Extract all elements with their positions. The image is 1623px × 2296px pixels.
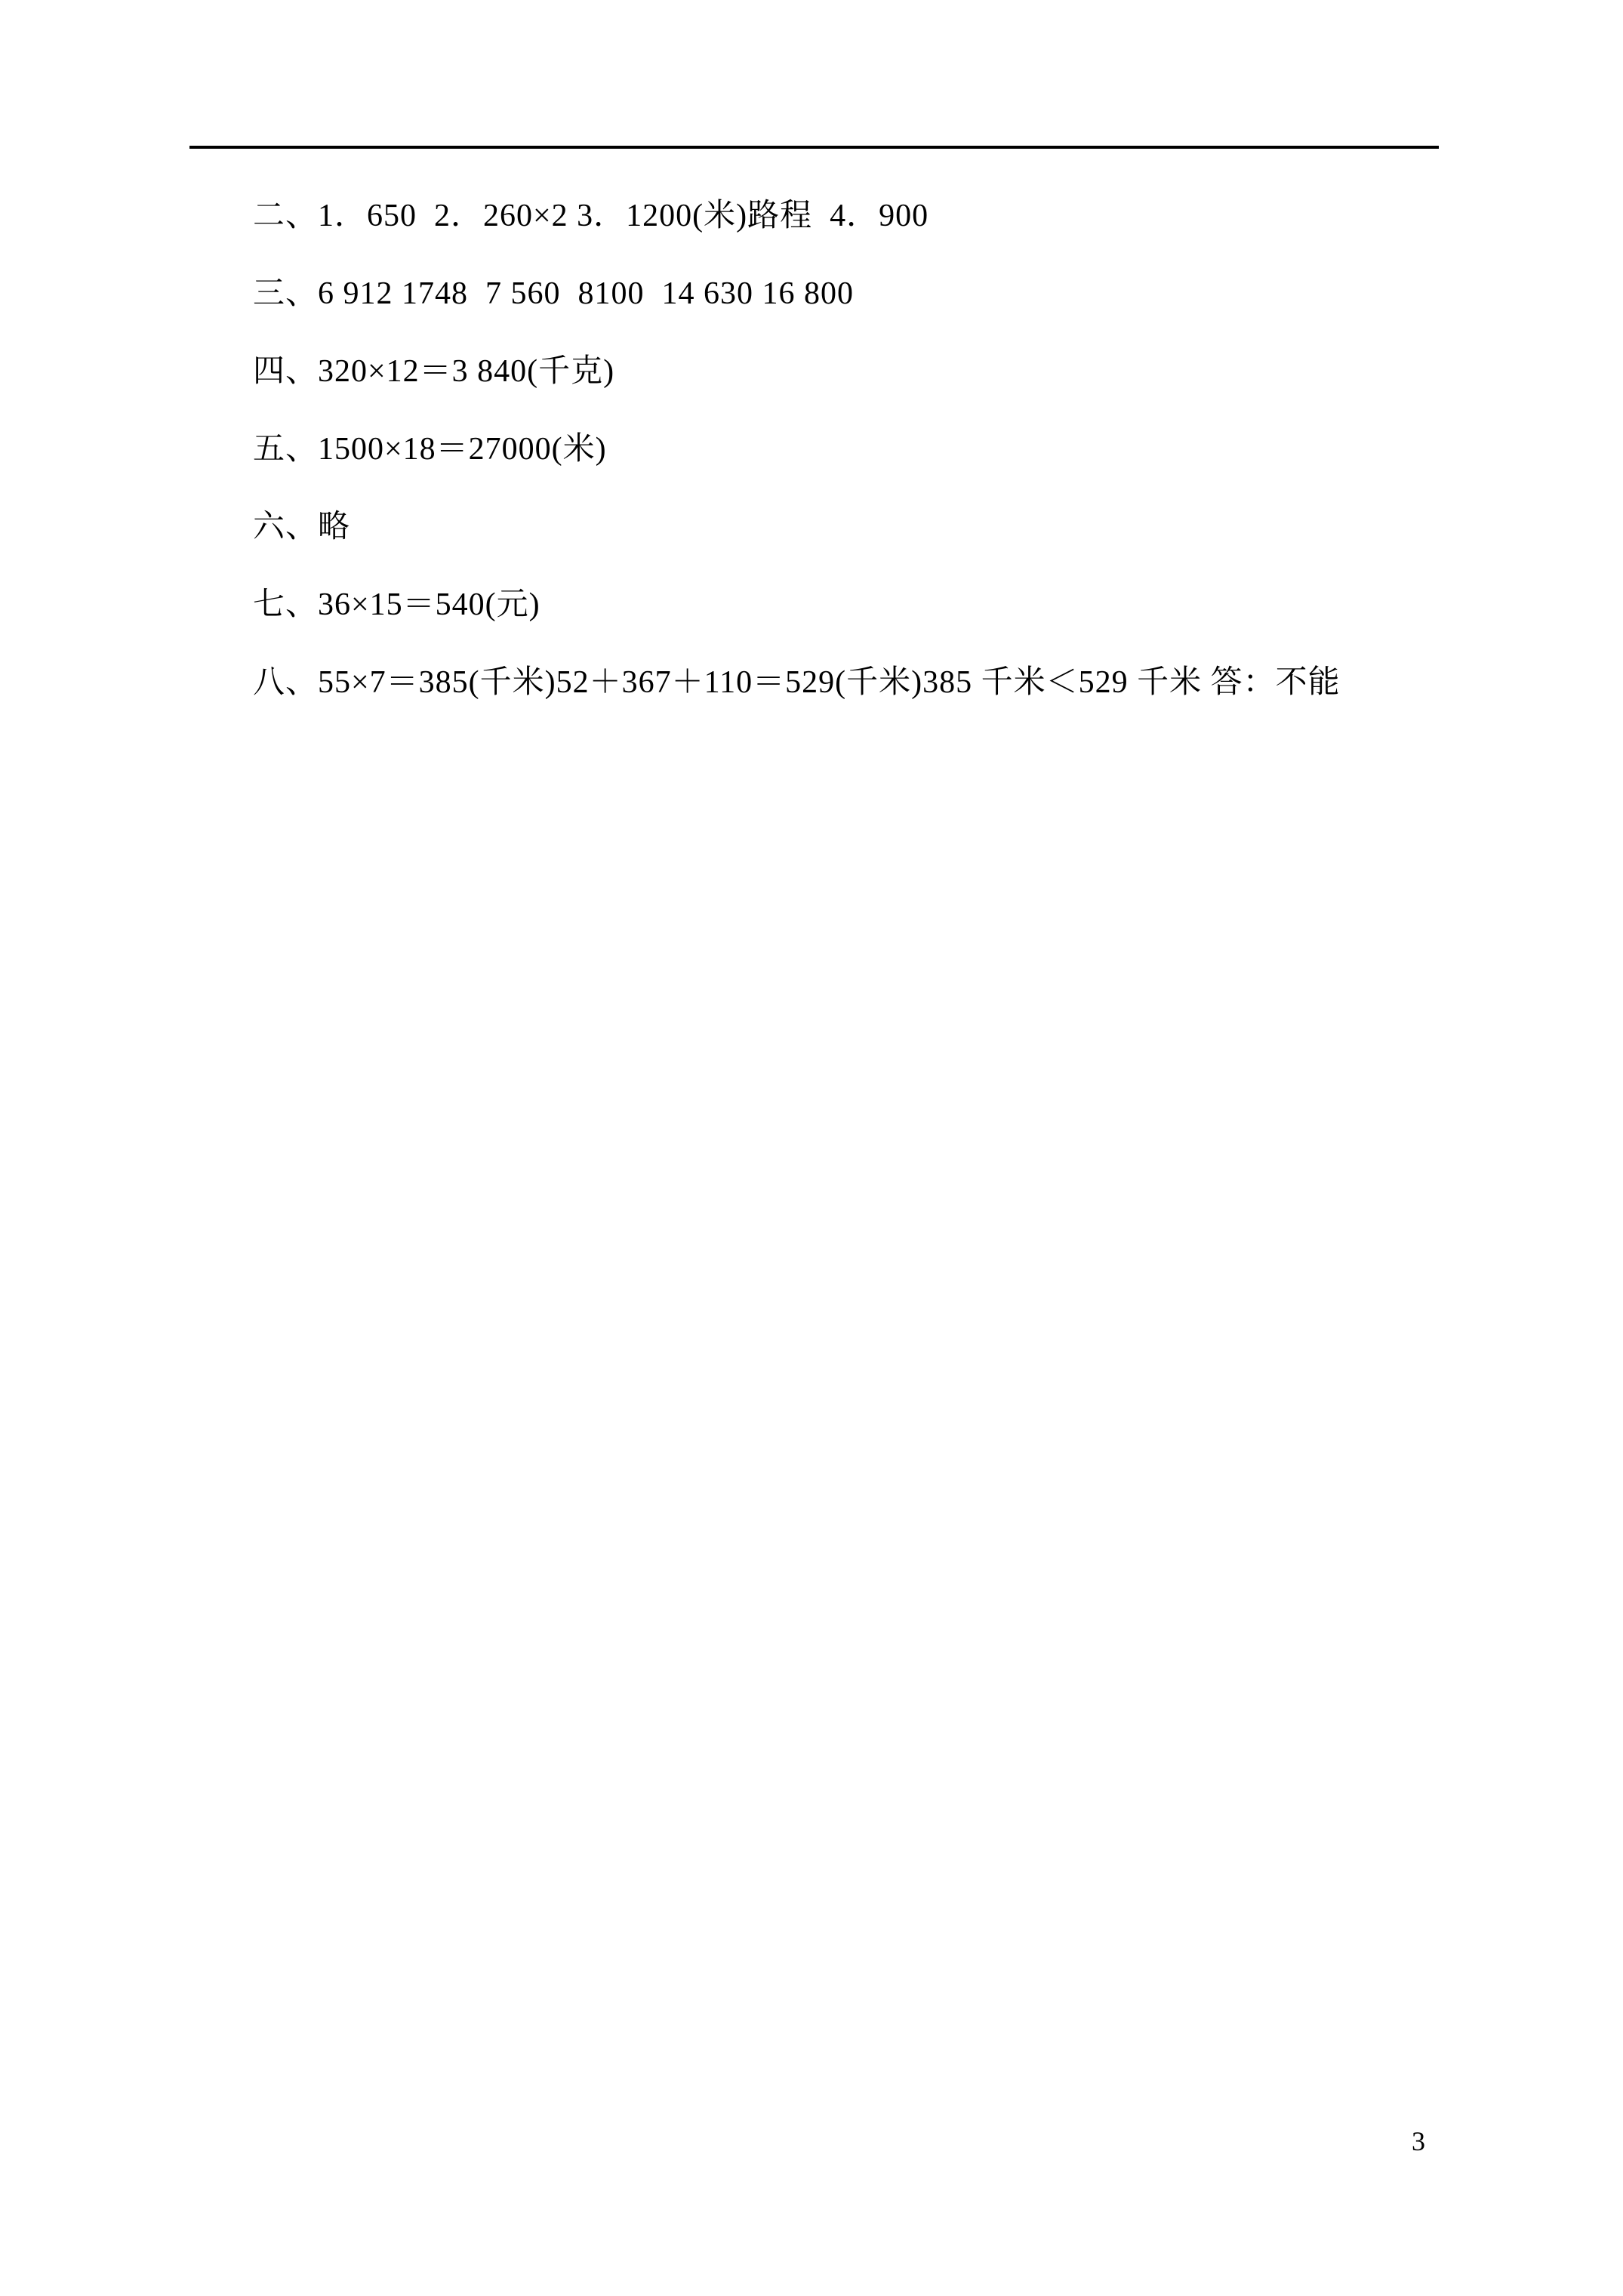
page-number: 3 xyxy=(1412,2126,1425,2156)
answer-line-section-4: 四、320×12＝3 840(千克) xyxy=(253,354,615,389)
answer-line-section-8: 八、55×7＝385(千米)52＋367＋110＝529(千米)385 千米＜529 千米 答：不能 xyxy=(253,665,1341,700)
answer-line-section-3: 三、6 912 1748 7 560 8100 14 630 16 800 xyxy=(253,276,855,311)
answer-line-section-2: 二、1．650 2．260×2 3．1200(米)路程 4．900 xyxy=(253,199,929,233)
answer-key-section xyxy=(253,200,1502,744)
header-rule-divider xyxy=(189,146,1439,149)
answer-line-section-6: 六、略 xyxy=(253,510,351,544)
answer-line-section-5: 五、1500×18＝27000(米) xyxy=(253,432,607,467)
answer-line-section-7: 七、36×15＝540(元) xyxy=(253,587,540,622)
